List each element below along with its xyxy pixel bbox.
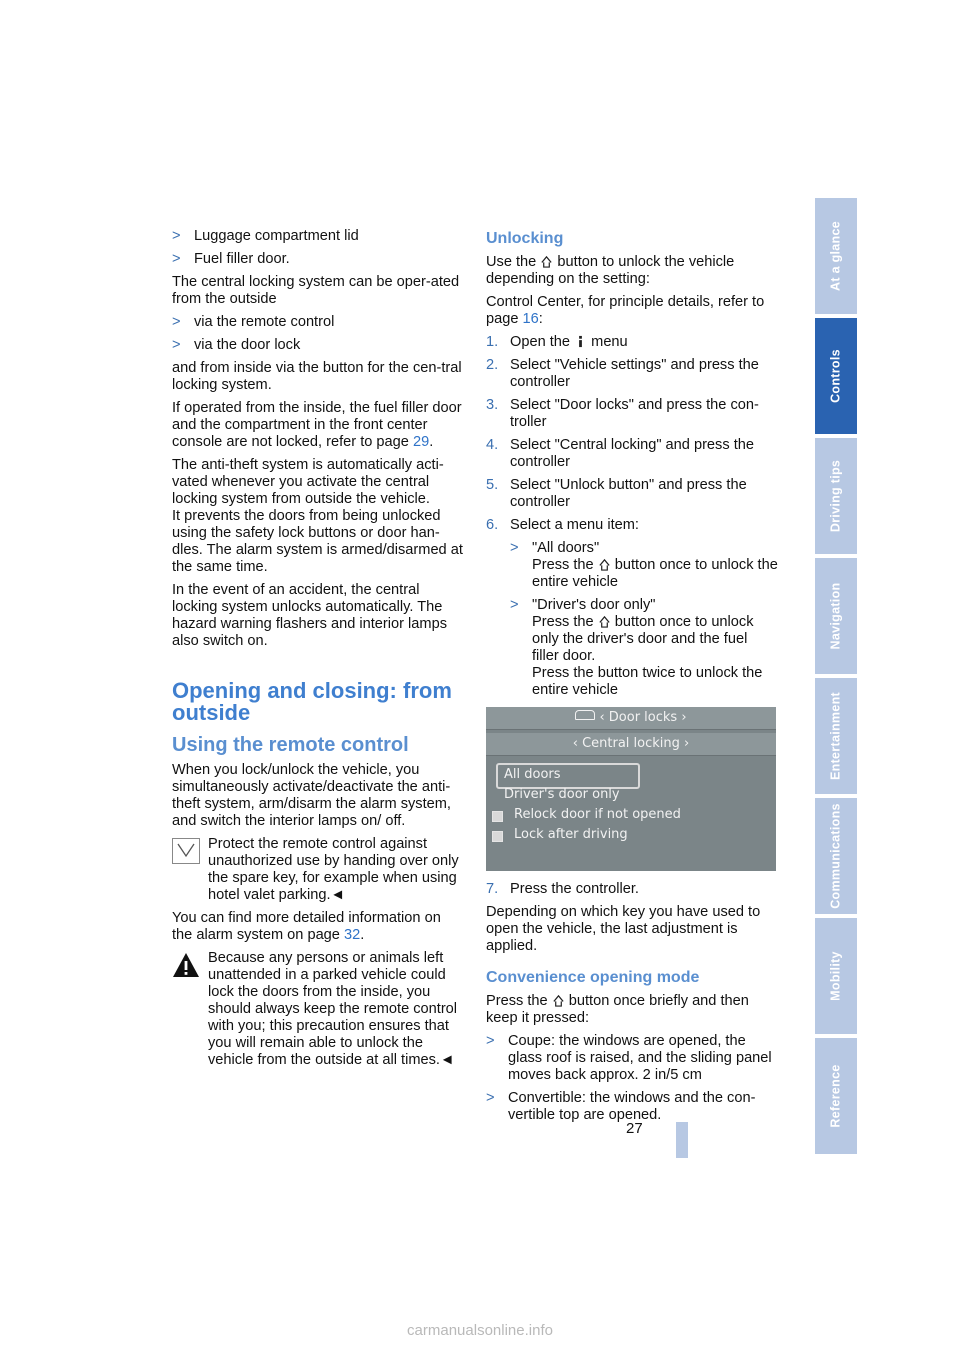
tab-at-a-glance[interactable]: At a glance (815, 198, 857, 314)
warning-block: Because any persons or animals left unattended in a parked vehicle could lock the doors from the inside, you should always keep the remote control with you; this precaution ensures that you will remain able to unlock the vehicle from the outside at all times.◄ (172, 950, 464, 1069)
step-item: 5. Select "Unlock button" and press the controller (486, 477, 747, 510)
list-item: > Luggage compartment lid (172, 228, 359, 244)
unlock-button-icon (598, 615, 611, 628)
step-item: 7. Press the controller. (486, 881, 639, 897)
option-item: > "All doors" Press the button once to unlock the entire vehicle (510, 540, 778, 590)
paragraph: Press the button once briefly and then keep it pressed: (486, 993, 749, 1026)
unlock-button-icon (598, 558, 611, 571)
info-icon (574, 335, 587, 348)
control-display-screenshot (486, 707, 776, 871)
tab-entertainment[interactable]: Entertainment (815, 678, 857, 794)
step-item: 1. Open the menu (486, 334, 628, 350)
submenu-title-bar: ‹ Central locking › (486, 733, 776, 756)
step-item: 4. Select "Central locking" and press the controller (486, 437, 754, 470)
subsection-heading: Unlocking (486, 230, 564, 247)
tab-navigation[interactable]: Navigation (815, 558, 857, 674)
step-item: 2. Select "Vehicle settings" and press the controller (486, 357, 759, 390)
page-link[interactable]: 29 (412, 434, 430, 450)
paragraph: In the event of an accident, the central locking system unlocks automatically. The hazard warning flashers and interior lamps also switch on. (172, 582, 447, 649)
list-item: > Coupe: the windows are opened, the glass roof is raised, and the sliding panel moves back approx. 2 in/5 cm (486, 1033, 772, 1083)
list-item: > via the remote control (172, 314, 335, 330)
unlock-button-icon (552, 994, 565, 1007)
paragraph: When you lock/unlock the vehicle, you simultaneously activate/deactivate the anti-theft system, arm/disarm the alarm system, and switch the interior lamps on/ off. (172, 762, 451, 829)
page-link[interactable]: 32 (343, 927, 361, 943)
subsection-heading: Convenience opening mode (486, 969, 700, 986)
tab-mobility[interactable]: Mobility (815, 918, 857, 1034)
step-item: 3. Select "Door locks" and press the con-troller (486, 397, 759, 430)
step-item: 6. Select a menu item: (486, 517, 639, 533)
paragraph: If operated from the inside, the fuel filler door and the compartment in the front center console are not locked, refer to page 29. (172, 400, 462, 450)
paragraph: Use the button to unlock the vehicle depending on the setting: (486, 254, 735, 287)
tab-reference[interactable]: Reference (815, 1038, 857, 1154)
tab-communications[interactable]: Communications (815, 798, 857, 914)
paragraph: It prevents the doors from being unlocked using the safety lock buttons or door han-dles. The alarm system is armed/disarmed at the same time. (172, 508, 463, 575)
list-item: > via the door lock (172, 337, 301, 353)
paragraph: Control Center, for principle details, refer to page 16: (486, 294, 765, 327)
paragraph: You can find more detailed information on the alarm system on page 32. (172, 910, 441, 943)
note-arrow-icon (172, 838, 200, 864)
right-column (486, 228, 778, 1130)
tab-driving-tips[interactable]: Driving tips (815, 438, 857, 554)
note-block: Protect the remote control against unauthorized use by handing over only the spare key, for example when using hotel valet parking.◄ (172, 836, 464, 904)
paragraph: and from inside via the button for the cen-tral locking system. (172, 360, 462, 393)
subsection-heading: Using the remote control (172, 734, 409, 756)
tab-controls[interactable]: Controls (815, 318, 857, 434)
menu-title-bar: ‹ Door locks › (486, 707, 776, 730)
car-icon (575, 710, 595, 720)
paragraph: The anti-theft system is automatically acti-vated whenever you activate the central locking system from outside the vehicle. (172, 457, 444, 507)
paragraph: Depending on which key you have used to open the vehicle, the last adjustment is applied. (486, 904, 761, 954)
warning-triangle-icon (172, 952, 200, 978)
menu-item-lock-after-driving: Lock after driving (514, 827, 628, 842)
menu-item-all-doors: All doors (504, 767, 561, 782)
chapter-sidebar (815, 198, 857, 1158)
page-link[interactable]: 16 (522, 311, 539, 327)
section-heading: Opening and closing: from outside (172, 678, 452, 725)
left-column (172, 228, 464, 1075)
checkbox-icon (492, 811, 503, 822)
paragraph: The central locking system can be oper-ated from the outside (172, 274, 460, 307)
page-marker-bar (676, 1122, 688, 1158)
list-item: > Convertible: the windows and the con-vertible top are opened. (486, 1090, 756, 1123)
unlock-button-icon (540, 255, 553, 268)
checkbox-icon (492, 831, 503, 842)
list-item: > Fuel filler door. (172, 251, 290, 267)
option-item: > "Driver's door only" Press the button once to unlock only the driver's door and the fuel filler door. Press the button twice to unlock the entire vehicle (510, 597, 763, 698)
page-number: 27 (626, 1120, 643, 1137)
watermark: carmanualsonline.info (407, 1322, 553, 1339)
menu-item-relock: Relock door if not opened (514, 807, 681, 822)
menu-item-drivers-door: Driver's door only (504, 787, 620, 802)
